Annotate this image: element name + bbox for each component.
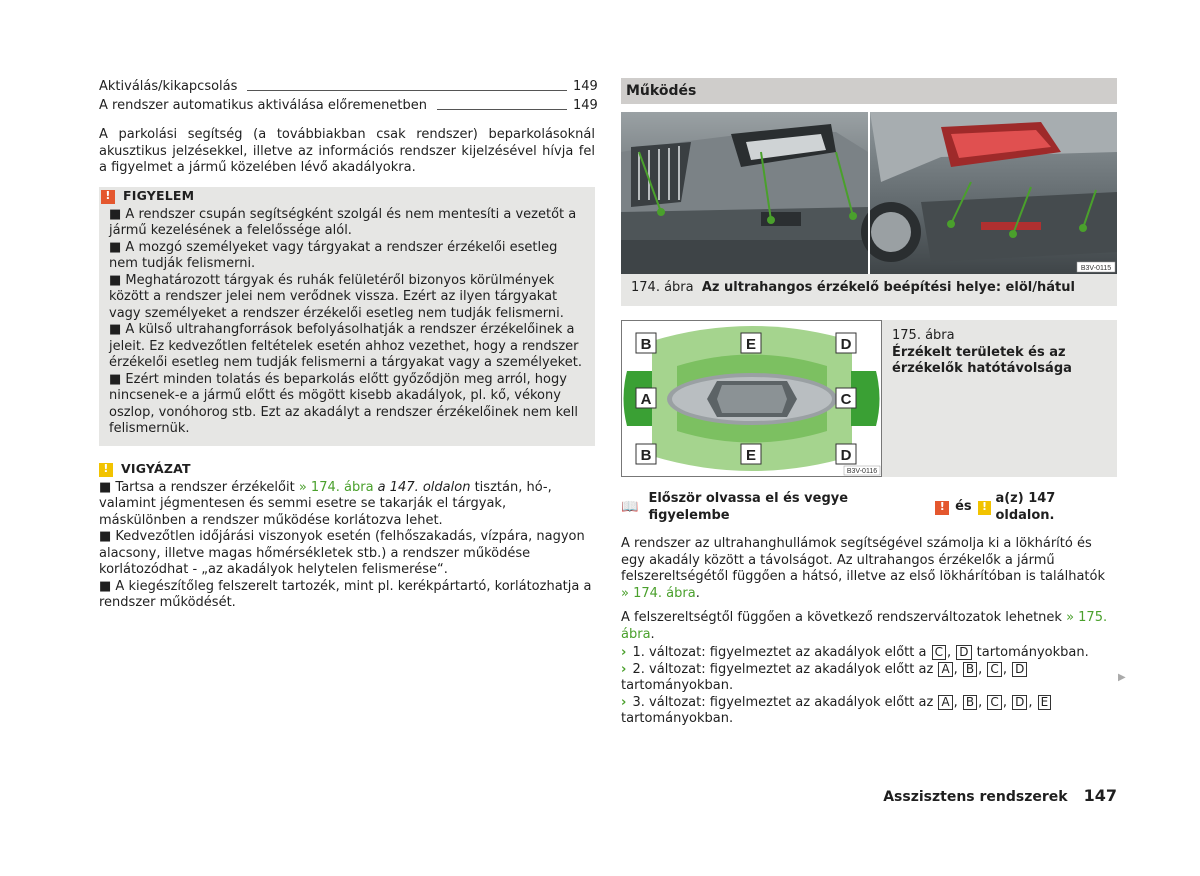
zone-label-e: E <box>745 336 757 353</box>
zone-box: A <box>938 662 952 677</box>
toc-leader <box>437 109 567 110</box>
caution-item: ■ A kiegészítőleg felszerelt tartozék, mint pl. kerékpártartó, korlátozhatja a rendszer működését. <box>99 578 592 610</box>
body-text: . <box>650 626 655 642</box>
read-first-notice <box>621 491 1117 524</box>
caution-text: ■ Tartsa a rendszer érzékelőit <box>99 479 299 495</box>
figure-caption-text: Az ultrahangos érzékelő beépítési helye: elöl/hátul <box>701 280 1075 295</box>
zone-box: E <box>1038 695 1052 710</box>
figure-175-caption <box>882 320 1112 477</box>
warning-icon: ! <box>101 190 115 204</box>
body-paragraph <box>621 536 1117 602</box>
body-text: A rendszer az ultrahanghullámok segítségével számolja ki a lökhárító és egy akadály között a távolságot. Az ultrahangos érzékelők a jármű felszereltségétől függően a hátsó, illetve az első lökhárítóban is találhatók <box>621 536 1105 584</box>
body-text: . <box>695 585 700 601</box>
variant-text: 2. változat: figyelmeztet az akadályok előtt az <box>632 661 934 677</box>
chapter-title: Asszisztens rendszerek <box>883 789 1068 805</box>
figure-link[interactable]: » 174. ábra <box>621 585 696 601</box>
chevron-right-icon: › <box>621 661 627 677</box>
warning-item: ■ Ezért minden tolatás és beparkolás előtt győződjön meg arról, hogy nincsenek-e a jármű előtt és mögött kisebb akadályok, pl. kő, vékony oszlop, vonóhorog stb. Ezt az akadályt a rendszer érzékelőinek nem kell felismernük. <box>109 371 578 436</box>
warning-header <box>99 187 595 207</box>
zone-label-b: B <box>640 336 652 353</box>
caution-title: VIGYÁZAT <box>121 461 191 477</box>
warning-item: ■ A rendszer csupán segítségként szolgál és nem mentesíti a vezetőt a jármű kezelésének a felelőssége alól. <box>109 206 577 238</box>
intro-paragraph: A parkolási segítség (a továbbiakban csak rendszer) beparkolásoknál akusztikus jelzésekkel, illetve az információs rendszer kijelzésével hívja fel a figyelmet a jármű közelében lévő akadályokra. <box>99 127 595 175</box>
zone-label-a: A <box>640 391 652 408</box>
warning-item: ■ Meghatározott tárgyak és ruhák felületéről bizonyos körülmények között a rendszer jelei nem verődnek vissza. Ezért az ilyen tárgyakat vagy személyeket a rendszer érzékelői esetleg nem tudják felismerni. <box>109 272 564 321</box>
toc-label: A rendszer automatikus aktiválása előremenetben <box>99 97 427 113</box>
next-page-arrow-icon[interactable]: ▶ <box>1118 672 1126 683</box>
caution-box <box>99 460 595 612</box>
read-first-text: Először olvassa el és vegye figyelembe <box>648 491 849 523</box>
zone-box: D <box>1012 662 1027 677</box>
figure-number: 175. ábra <box>892 328 955 343</box>
toc-row[interactable] <box>99 76 598 95</box>
toc-row[interactable] <box>99 95 598 114</box>
variant-text: tartományokban. <box>976 645 1089 660</box>
zone-label-c: C <box>840 391 852 408</box>
chevron-right-icon: › <box>621 694 627 710</box>
zone-label-b: B <box>640 447 652 464</box>
warning-item: ■ A külső ultrahangforrások befolyásolhatják a rendszer érzékelőinek a jeleit. Ez kedvezőtlen feltételek esetén ahhoz vezethet, hogy a rendszer érzékelői esetleg nem tudják felismerni a tárgyakat vagy a személyeket. <box>109 322 582 370</box>
toc-page: 149 <box>573 78 598 94</box>
figure-175 <box>621 320 1117 477</box>
warning-title: FIGYELEM <box>123 188 195 204</box>
zone-label-d: D <box>840 336 852 353</box>
book-icon: 📖 <box>621 499 639 516</box>
sensor-location-photo <box>621 112 1117 274</box>
sensor-zones-diagram <box>621 320 882 477</box>
zone-box: C <box>932 645 946 660</box>
figure-code: B3V-0116 <box>846 468 878 475</box>
zone-box: D <box>1012 695 1027 710</box>
warning-box <box>99 187 595 446</box>
figure-174 <box>621 112 1117 306</box>
caution-italic: a 147. oldalon <box>373 479 471 495</box>
figure-174-caption <box>621 274 1117 306</box>
zone-label-d: D <box>840 447 852 464</box>
read-first-text: és <box>955 499 972 515</box>
warning-item: ■ A mozgó személyeket vagy tárgyakat a rendszer érzékelői esetleg nem tudják felismerni. <box>109 239 558 271</box>
figure-link[interactable]: » 174. ábra <box>298 479 374 495</box>
figure-number: 174. ábra <box>631 280 694 295</box>
toc-page: 149 <box>573 97 598 113</box>
variant-text: 1. változat: figyelmeztet az akadályok előtt a <box>632 645 927 660</box>
zone-box: B <box>963 695 977 710</box>
figure-link[interactable]: » 175. ábra <box>621 610 1108 642</box>
toc-leader <box>247 90 567 91</box>
variant-text: tartományokban. <box>621 711 734 726</box>
body-paragraph <box>621 610 1117 643</box>
left-column <box>99 76 598 612</box>
zone-box: D <box>956 645 971 660</box>
read-first-text: a(z) 147 oldalon. <box>995 491 1056 523</box>
caution-item <box>99 480 595 530</box>
caution-item: ■ Kedvezőtlen időjárási viszonyok esetén (felhőszakadás, vízpára, nagyon alacsony, illetve magas hőmérsékletek stb.) a rendszer működése korlátozódhat - „az akadályok helytelen felismerése“. <box>99 529 585 577</box>
variant-text: tartományokban. <box>621 678 734 693</box>
zone-box: A <box>938 695 952 710</box>
page-footer <box>883 786 1117 805</box>
figure-174-images <box>621 112 1117 274</box>
caution-header <box>99 460 605 480</box>
zone-box: C <box>987 662 1001 677</box>
page-number: 147 <box>1083 786 1117 805</box>
figure-code: B3V-0115 <box>1080 265 1112 272</box>
variant-item: › 1. változat: figyelmeztet az akadályok előtt a C , D tartományokban. <box>621 645 1089 660</box>
toc-label: Aktiválás/kikapcsolás <box>99 78 238 94</box>
figure-caption-text: Érzékelt területek és az érzékelők hatótávolsága <box>892 344 1072 376</box>
zone-label-e: E <box>745 447 757 464</box>
variant-text: 3. változat: figyelmeztet az akadályok előtt az <box>632 694 934 710</box>
zone-box: C <box>987 695 1001 710</box>
zones-svg <box>622 321 881 476</box>
section-title: Működés <box>621 78 1117 104</box>
body-text: A felszereltségtől függően a következő rendszerváltozatok lehetnek <box>621 610 1067 625</box>
caution-icon: ! <box>978 501 992 515</box>
chevron-right-icon: › <box>621 645 627 660</box>
zone-box: B <box>963 662 977 677</box>
caution-text: tisztán, hó-, valamint jégmentesen és semmi esetre se takarják el tárgyak, máskülönben a rendszer működése korlátozva lehet. <box>99 479 552 528</box>
warning-icon: ! <box>935 501 949 515</box>
caution-icon: ! <box>99 463 113 477</box>
variant-item: › 3. változat: figyelmeztet az akadályok előtt az A , B , C , D , E tartományokban. <box>621 695 1117 728</box>
variant-item: › 2. változat: figyelmeztet az akadályok előtt az A , B , C , D tartományokban. <box>621 662 1117 695</box>
right-column <box>621 78 1117 728</box>
